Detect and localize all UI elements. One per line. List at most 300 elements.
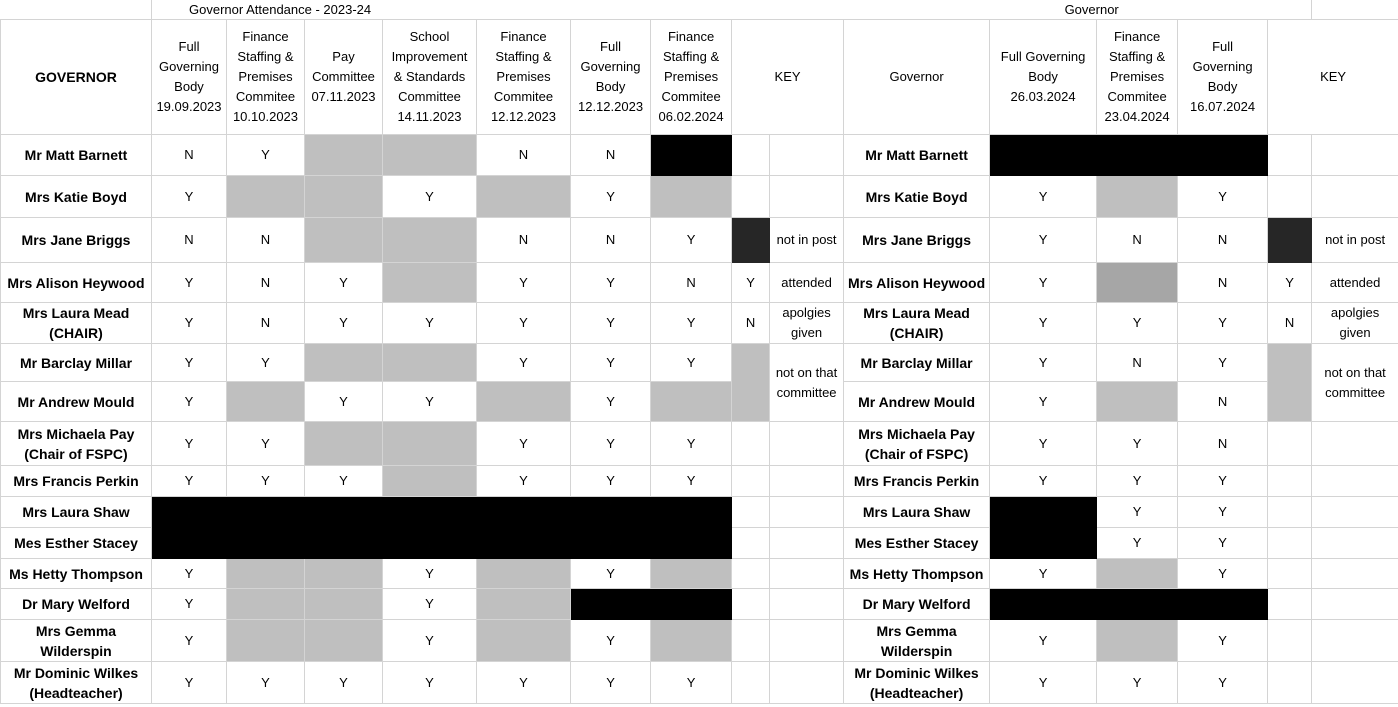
title-left: Governor Attendance - 2023-24 [152, 0, 651, 20]
attendance-cell-right: Y [1097, 466, 1178, 497]
governor-name-line: Mr Andrew Mould [17, 393, 135, 410]
governor-name-2 [844, 303, 990, 344]
governor-name-line: Mrs Gemma [35, 622, 117, 639]
attendance-cell: Y [571, 303, 651, 344]
attendance-cell: Y [152, 662, 227, 704]
attendance-cell: Y [152, 422, 227, 466]
attendance-cell: Y [305, 466, 383, 497]
attendance-cell-right [1097, 559, 1178, 589]
attendance-cell [305, 620, 383, 662]
attendance-cell-right: Y [990, 263, 1097, 303]
meeting-header-line: Premises [238, 69, 293, 84]
key-label-line: apolgies [782, 305, 831, 320]
key-empty-2 [1268, 176, 1312, 218]
attendance-cell-right: Y [990, 662, 1097, 704]
attendance-cell-right [1097, 176, 1178, 218]
header-row [1, 20, 1398, 135]
attendance-cell: Y [651, 422, 732, 466]
attendance-body [1, 0, 1398, 704]
attendance-cell [305, 422, 383, 466]
attendance-cell: Y [227, 662, 305, 704]
key-label-attended-2: attended [1312, 263, 1398, 303]
table-row [1, 303, 1398, 344]
meeting-header-4 [477, 20, 571, 135]
attendance-cell-right: N [1097, 344, 1178, 382]
governor-name-line: Mrs Laura Mead [22, 305, 130, 321]
table-row [1, 263, 1398, 303]
key-empty-2 [1268, 662, 1312, 704]
attendance-cell-right: Y [1097, 422, 1178, 466]
title-gap [651, 0, 990, 20]
attendance-cell: Y [227, 466, 305, 497]
key-empty [770, 589, 844, 620]
key-empty-2 [1268, 589, 1312, 620]
attendance-cell: Y [383, 303, 477, 344]
key-empty-2 [1312, 589, 1398, 620]
governor-name-line: (Headteacher) [29, 684, 123, 701]
attendance-cell: Y [383, 662, 477, 704]
attendance-cell: Y [152, 303, 227, 344]
governor-name-2 [844, 218, 990, 263]
title-right: Governor [990, 0, 1268, 20]
attendance-cell: Y [571, 263, 651, 303]
attendance-cell: Y [571, 422, 651, 466]
governor-name-2 [844, 620, 990, 662]
key-swatch-apologies: N [732, 303, 770, 344]
governor-name-line: Ms Hetty Thompson [849, 565, 984, 582]
attendance-cell: Y [152, 620, 227, 662]
attendance-cell: Y [383, 589, 477, 620]
key-empty-2 [1268, 135, 1312, 176]
attendance-cell [383, 422, 477, 466]
key-swatch-not-on-committee [732, 344, 770, 422]
key-label-attended: attended [770, 263, 844, 303]
key-label-line: given [791, 325, 823, 340]
key-empty [732, 589, 770, 620]
attendance-cell [227, 620, 305, 662]
governor-name-line: (CHAIR) [889, 325, 944, 341]
governor-name-line: Mrs Katie Boyd [865, 188, 968, 205]
attendance-cell: N [477, 135, 571, 176]
attendance-cell-right: Y [1178, 344, 1268, 382]
governor-name-line: Mes Esther Stacey [854, 535, 979, 551]
governor-name-2 [844, 176, 990, 218]
meeting-header-2 [305, 20, 383, 135]
meeting-header-line: Finance [667, 29, 715, 44]
key-label-line: committee [1325, 384, 1386, 400]
attendance-cell: Y [152, 176, 227, 218]
key-empty [770, 176, 844, 218]
title-end-a [1268, 0, 1312, 20]
title-end-b [1312, 0, 1398, 20]
attendance-cell [651, 382, 732, 422]
attendance-cell-right: Y [990, 303, 1097, 344]
meeting-header-line: School [409, 29, 450, 44]
meeting-header-1 [227, 20, 305, 135]
meeting-header-line: 10.10.2023 [232, 109, 299, 124]
table-row [1, 620, 1398, 662]
attendance-cell [383, 497, 477, 528]
attendance-cell-right: N [1178, 422, 1268, 466]
attendance-cell: Y [152, 263, 227, 303]
attendance-cell [305, 135, 383, 176]
attendance-cell [227, 589, 305, 620]
governor-name-line: Dr Mary Welford [862, 596, 971, 612]
governor-name-line: Mr Matt Barnett [24, 147, 128, 163]
attendance-cell-right [990, 589, 1097, 620]
title-spacer [1, 0, 152, 20]
key-empty [732, 422, 770, 466]
governor-name [1, 176, 152, 218]
table-row [1, 589, 1398, 620]
key-empty [732, 176, 770, 218]
attendance-cell: N [571, 218, 651, 263]
governor-name-2 [844, 589, 990, 620]
attendance-cell [383, 344, 477, 382]
attendance-cell: Y [477, 662, 571, 704]
governor-name-2 [844, 135, 990, 176]
attendance-cell [227, 382, 305, 422]
key-empty-2 [1268, 466, 1312, 497]
attendance-cell [227, 528, 305, 559]
attendance-cell: N [571, 135, 651, 176]
attendance-cell: Y [571, 559, 651, 589]
attendance-cell [305, 218, 383, 263]
attendance-cell: Y [477, 344, 571, 382]
meeting-header-3 [383, 20, 477, 135]
attendance-cell [152, 528, 227, 559]
attendance-cell-right: N [1178, 263, 1268, 303]
governor-name [1, 422, 152, 466]
key-empty [732, 466, 770, 497]
meeting-header-line: Body [595, 79, 626, 94]
governor-name-2 [844, 422, 990, 466]
meeting-header-line: Premises [1109, 69, 1165, 84]
attendance-cell-right [1178, 135, 1268, 176]
meeting-header-line: Staffing & [237, 49, 294, 64]
attendance-cell-right: Y [1097, 497, 1178, 528]
attendance-cell-right: Y [1178, 528, 1268, 559]
attendance-cell-right [1097, 263, 1178, 303]
attendance-cell-right: Y [1178, 497, 1268, 528]
attendance-cell: Y [305, 662, 383, 704]
attendance-cell-right [990, 528, 1097, 559]
meeting-header-line: Body [174, 79, 204, 94]
governor-header-2: Governor [844, 20, 990, 135]
key-label-line: not on that [775, 364, 838, 380]
attendance-cell: Y [383, 382, 477, 422]
attendance-cell-right: Y [990, 344, 1097, 382]
key-label-line: given [1339, 325, 1371, 340]
governor-name-line: Mrs Jane Briggs [862, 232, 972, 248]
key-empty-2 [1312, 528, 1398, 559]
key-empty [732, 620, 770, 662]
governor-name-2 [844, 497, 990, 528]
attendance-cell-right [1097, 135, 1178, 176]
attendance-cell-right: Y [1178, 176, 1268, 218]
governor-name-line: Mrs Michaela Pay [858, 425, 975, 442]
key-swatch-not-in-post-2 [1268, 218, 1312, 263]
attendance-cell: Y [571, 176, 651, 218]
key-swatch-not-on-committee-2 [1268, 344, 1312, 422]
governor-name-line: Mrs Laura Shaw [22, 504, 130, 520]
governor-name-line: Mr Barclay Millar [860, 354, 973, 371]
governor-name [1, 497, 152, 528]
attendance-cell [477, 176, 571, 218]
attendance-cell-right: Y [1178, 466, 1268, 497]
meeting-header-line: Premises [663, 69, 719, 84]
meeting-header-0 [152, 20, 227, 135]
key-header-2: KEY [1268, 20, 1398, 135]
governor-name [1, 662, 152, 704]
attendance-cell: N [152, 135, 227, 176]
attendance-cell [305, 528, 383, 559]
attendance-cell [152, 497, 227, 528]
meeting-header-line: Committee [312, 69, 375, 84]
governor-name-2 [844, 263, 990, 303]
key-label-line: apolgies [1330, 305, 1380, 320]
governor-name-line: Mr Andrew Mould [858, 393, 976, 410]
governor-name-line: Mrs Gemma [876, 622, 957, 639]
attendance-cell: Y [305, 382, 383, 422]
attendance-cell [651, 528, 732, 559]
governor-name-line: (Headteacher) [869, 684, 964, 701]
attendance-cell [651, 620, 732, 662]
key-empty [770, 559, 844, 589]
attendance-cell: Y [383, 620, 477, 662]
attendance-cell-right [1097, 589, 1178, 620]
meeting-header-line: Commitee [493, 89, 554, 104]
attendance-cell [227, 176, 305, 218]
key-empty-2 [1312, 176, 1398, 218]
attendance-cell [477, 620, 571, 662]
attendance-cell-right: Y [1178, 303, 1268, 344]
table-row [1, 497, 1398, 528]
key-swatch-attended-2: Y [1268, 263, 1312, 303]
key-empty-2 [1268, 422, 1312, 466]
attendance-cell: Y [305, 263, 383, 303]
attendance-cell-right: N [1097, 218, 1178, 263]
governor-name-line: Mes Esther Stacey [14, 535, 138, 551]
key-label-not-on-committee [770, 344, 844, 422]
attendance-cell: Y [152, 466, 227, 497]
key-empty-2 [1312, 662, 1398, 704]
meeting-header-line: Body [1207, 79, 1238, 94]
attendance-cell-right [990, 497, 1097, 528]
meeting-header-line: Staffing & [1108, 49, 1166, 64]
meeting-header-line: Pay [332, 49, 355, 64]
attendance-cell: N [152, 218, 227, 263]
key-empty [770, 528, 844, 559]
governor-name-line: Ms Hetty Thompson [9, 565, 143, 582]
attendance-cell: Y [651, 344, 732, 382]
attendance-cell [571, 497, 651, 528]
attendance-cell: Y [571, 344, 651, 382]
attendance-cell: Y [152, 382, 227, 422]
governor-name-2 [844, 382, 990, 422]
attendance-cell [383, 135, 477, 176]
attendance-cell: N [227, 263, 305, 303]
attendance-cell [477, 589, 571, 620]
attendance-cell [651, 497, 732, 528]
attendance-cell-right [990, 135, 1097, 176]
attendance-cell-right: Y [1097, 303, 1178, 344]
key-empty [732, 135, 770, 176]
key-empty-2 [1312, 497, 1398, 528]
meeting-header-line: 23.04.2024 [1104, 109, 1170, 124]
meeting-header-line: Commitee [1107, 89, 1167, 104]
attendance-cell: Y [571, 662, 651, 704]
attendance-cell [571, 589, 651, 620]
governor-name-line: (Chair of FSPC) [864, 445, 969, 462]
meeting-header-line: Committee [398, 89, 461, 104]
attendance-cell [651, 135, 732, 176]
attendance-cell [305, 497, 383, 528]
table-row [1, 344, 1398, 382]
attendance-cell [651, 589, 732, 620]
table-row [1, 662, 1398, 704]
table-row [1, 422, 1398, 466]
key-empty-2 [1312, 466, 1398, 497]
meeting-header-line: Full [178, 39, 200, 54]
meeting-header-line: Commitee [235, 89, 296, 104]
governor-name [1, 620, 152, 662]
meeting-header-line: 26.03.2024 [1010, 89, 1076, 104]
key-label-line: committee [776, 384, 837, 400]
attendance-cell: Y [227, 135, 305, 176]
meeting-header-r0 [990, 20, 1097, 135]
attendance-cell [227, 497, 305, 528]
governor-name-line: Mr Dominic Wilkes [854, 664, 979, 681]
attendance-cell-right: Y [990, 218, 1097, 263]
governor-name-line: Mrs Francis Perkin [13, 473, 139, 489]
key-empty [770, 620, 844, 662]
table-row [1, 382, 1398, 422]
key-empty-2 [1312, 422, 1398, 466]
attendance-cell-right [1178, 589, 1268, 620]
table-row [1, 466, 1398, 497]
attendance-cell: Y [651, 303, 732, 344]
attendance-cell [571, 528, 651, 559]
meeting-header-line: & Standards [393, 69, 466, 84]
attendance-cell: Y [152, 344, 227, 382]
governor-name [1, 528, 152, 559]
attendance-cell: Y [477, 422, 571, 466]
meeting-header-line: 12.12.2023 [577, 99, 644, 114]
governor-name [1, 559, 152, 589]
meeting-header-line: Staffing & [495, 49, 552, 64]
attendance-cell: Y [651, 662, 732, 704]
governor-name-line: Mrs Katie Boyd [25, 188, 127, 205]
meeting-header-line: Premises [496, 69, 551, 84]
attendance-cell [477, 528, 571, 559]
attendance-cell: Y [383, 559, 477, 589]
table-row [1, 528, 1398, 559]
attendance-cell: N [227, 303, 305, 344]
attendance-cell: Y [477, 466, 571, 497]
attendance-cell: Y [383, 176, 477, 218]
attendance-cell-right [1097, 382, 1178, 422]
attendance-cell: Y [571, 620, 651, 662]
attendance-cell-right: Y [1178, 620, 1268, 662]
meeting-header-line: 16.07.2024 [1190, 99, 1256, 114]
key-empty [770, 662, 844, 704]
meeting-header-line: 06.02.2024 [658, 109, 724, 124]
attendance-cell: N [227, 218, 305, 263]
attendance-cell: Y [477, 303, 571, 344]
governor-name-2 [844, 528, 990, 559]
attendance-cell: N [477, 218, 571, 263]
key-empty [732, 559, 770, 589]
meeting-header-line: Body [1028, 69, 1058, 84]
governor-name-line: Mr Dominic Wilkes [13, 664, 139, 681]
governor-name [1, 344, 152, 382]
attendance-cell: Y [571, 382, 651, 422]
governor-name-line: Mrs Alison Heywood [7, 274, 145, 291]
key-empty [770, 135, 844, 176]
attendance-cell [383, 263, 477, 303]
governor-name-2 [844, 559, 990, 589]
attendance-cell: Y [477, 263, 571, 303]
attendance-cell [227, 559, 305, 589]
governor-name [1, 263, 152, 303]
meeting-header-line: Staffing & [662, 49, 720, 64]
attendance-cell [477, 382, 571, 422]
meeting-header-line: Finance [1113, 29, 1161, 44]
governor-name-line: Wilderspin [880, 642, 953, 659]
meeting-header-r2 [1178, 20, 1268, 135]
governor-name-line: Mr Barclay Millar [19, 354, 133, 371]
attendance-cell-right: Y [990, 382, 1097, 422]
attendance-cell-right: N [1178, 218, 1268, 263]
key-label-line: not on that [1324, 364, 1386, 380]
meeting-header-line: Full [1212, 39, 1234, 54]
governor-name-2 [844, 662, 990, 704]
key-empty-2 [1312, 620, 1398, 662]
governor-name-line: Mrs Alison Heywood [847, 274, 986, 291]
meeting-header-line: Improvement [391, 49, 468, 64]
attendance-cell-right: Y [990, 422, 1097, 466]
attendance-cell-right: Y [990, 559, 1097, 589]
attendance-cell-right: Y [1178, 662, 1268, 704]
key-label-not-in-post: not in post [770, 218, 844, 263]
governor-name-line: Mrs Laura Mead [863, 305, 970, 321]
key-empty-2 [1268, 497, 1312, 528]
attendance-cell: Y [227, 422, 305, 466]
attendance-cell [651, 176, 732, 218]
meeting-header-line: 12.12.2023 [490, 109, 557, 124]
meeting-header-line: Governing [580, 59, 641, 74]
key-empty [732, 497, 770, 528]
meeting-header-line: Full Governing [1000, 49, 1086, 64]
governor-name [1, 589, 152, 620]
meeting-header-6 [651, 20, 732, 135]
attendance-cell [305, 176, 383, 218]
meeting-header-line: Governing [159, 59, 219, 74]
key-swatch-attended: Y [732, 263, 770, 303]
key-empty-2 [1268, 528, 1312, 559]
meeting-header-r1 [1097, 20, 1178, 135]
governor-name-line: (Chair of FSPC) [24, 445, 128, 462]
attendance-cell-right: N [1178, 382, 1268, 422]
key-empty-2 [1312, 559, 1398, 589]
attendance-cell [383, 218, 477, 263]
governor-name-2 [844, 466, 990, 497]
key-label-not-on-committee-2 [1312, 344, 1398, 422]
key-empty-2 [1312, 135, 1398, 176]
key-swatch-not-in-post [732, 218, 770, 263]
key-empty [732, 528, 770, 559]
